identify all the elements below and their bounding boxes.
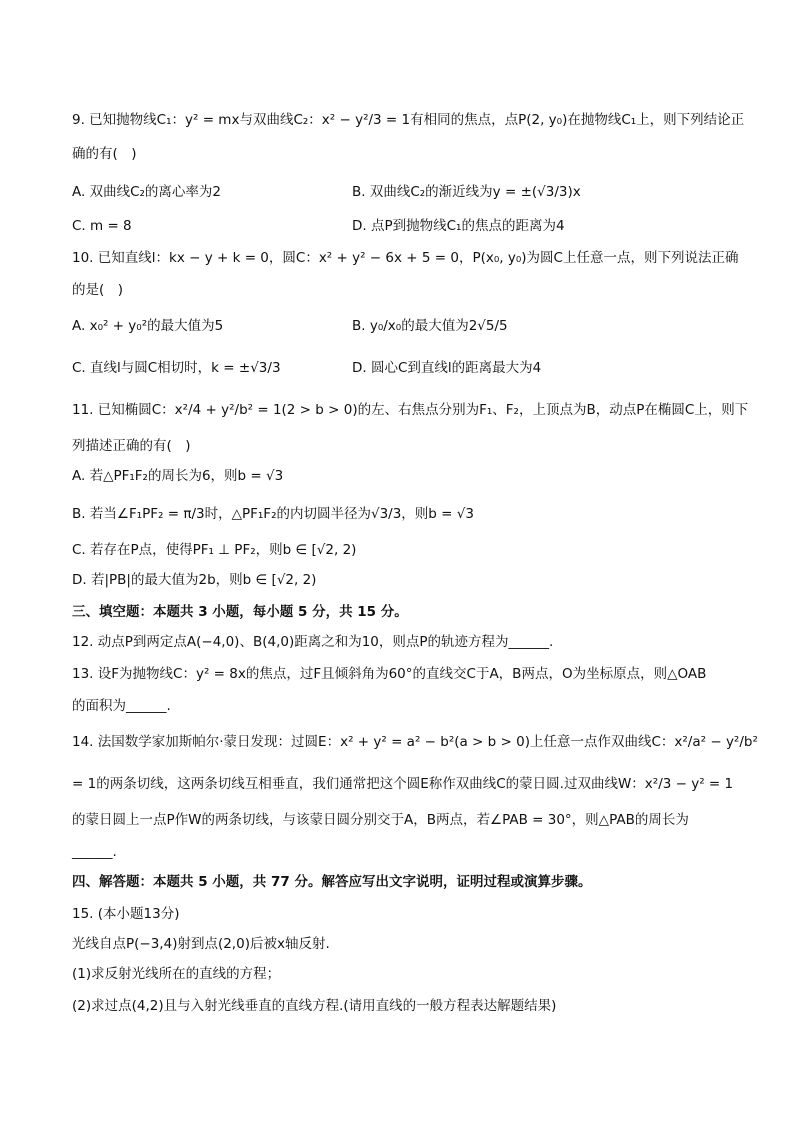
q9-option-b: B. 双曲线C₂的渐近线为y = ±(√3/3)x <box>352 184 581 200</box>
q10-stem-line1: 10. 已知直线l：kx − y + k = 0，圆C：x² + y² − 6x + 5 = 0，P(x₀, y₀)为圆C上任意一点，则下列说法正确 <box>72 250 739 266</box>
q9-option-c: C. m = 8 <box>72 218 132 234</box>
section-answer-heading: 四、解答题：本题共 5 小题，共 77 分。解答应写出文字说明，证明过程或演算步骤。 <box>72 874 592 890</box>
q11-option-c: C. 若存在P点，使得PF₁ ⊥ PF₂，则b ∈ [√2, 2) <box>72 542 357 558</box>
q14-stem-line4: ______. <box>72 844 117 860</box>
q9-stem-line1: 9. 已知抛物线C₁：y² = mx与双曲线C₂：x² − y²/3 = 1有相同的焦点，点P(2, y₀)在抛物线C₁上，则下列结论正 <box>72 112 745 128</box>
q11-option-a: A. 若△PF₁F₂的周长为6，则b = √3 <box>72 468 284 484</box>
q10-option-b: B. y₀/x₀的最大值为2√5/5 <box>352 318 508 334</box>
q15-title: 15. (本小题13分) <box>72 906 180 922</box>
q14-stem-line1: 14. 法国数学家加斯帕尔·蒙日发现：过圆E：x² + y² = a² − b²(a > b > 0)上任意一点作双曲线C：x²/a² − y²/b² <box>72 734 758 750</box>
q15-part1: (1)求反射光线所在的直线的方程； <box>72 966 281 982</box>
q10-option-d: D. 圆心C到直线l的距离最大为4 <box>352 360 542 376</box>
q14-stem-line3: 的蒙日圆上一点P作W的两条切线，与该蒙日圆分别交于A，B两点，若∠PAB = 30°，则△PAB的周长为 <box>72 812 689 828</box>
q13-stem-line1: 13. 设F为抛物线C：y² = 8x的焦点，过F且倾斜角为60°的直线交C于A，B两点，O为坐标原点，则△OAB <box>72 666 707 682</box>
q12-stem: 12. 动点P到两定点A(−4,0)、B(4,0)距离之和为10，则点P的轨迹方程为______. <box>72 634 554 650</box>
q14-stem-line2: = 1的两条切线，这两条切线互相垂直，我们通常把这个圆E称作双曲线C的蒙日圆.过双曲线W：x²/3 − y² = 1 <box>72 776 734 792</box>
q9-stem-line2: 确的有( ) <box>72 146 137 162</box>
q11-option-b: B. 若当∠F₁PF₂ = π/3时，△PF₁F₂的内切圆半径为√3/3，则b = √3 <box>72 506 474 522</box>
q9-option-d: D. 点P到抛物线C₁的焦点的距离为4 <box>352 218 565 234</box>
q10-option-c: C. 直线l与圆C相切时，k = ±√3/3 <box>72 360 281 376</box>
q10-stem-line2: 的是( ) <box>72 282 124 298</box>
q11-option-d: D. 若|PB|的最大值为2b，则b ∈ [√2, 2) <box>72 572 317 588</box>
q13-stem-line2: 的面积为______. <box>72 698 171 714</box>
q15-stem: 光线自点P(−3,4)射到点(2,0)后被x轴反射. <box>72 936 330 952</box>
q10-option-a: A. x₀² + y₀²的最大值为5 <box>72 318 224 334</box>
section-fill-in-heading: 三、填空题：本题共 3 小题，每小题 5 分，共 15 分。 <box>72 604 408 620</box>
q11-stem-line1: 11. 已知椭圆C：x²/4 + y²/b² = 1(2 > b > 0)的左、右焦点分别为F₁、F₂，上顶点为B，动点P在椭圆C上，则下 <box>72 402 749 418</box>
q15-part2: (2)求过点(4,2)且与入射光线垂直的直线方程.(请用直线的一般方程表达解题结果) <box>72 998 557 1014</box>
q11-stem-line2: 列描述正确的有( ) <box>72 438 191 454</box>
q9-option-a: A. 双曲线C₂的离心率为2 <box>72 184 222 200</box>
